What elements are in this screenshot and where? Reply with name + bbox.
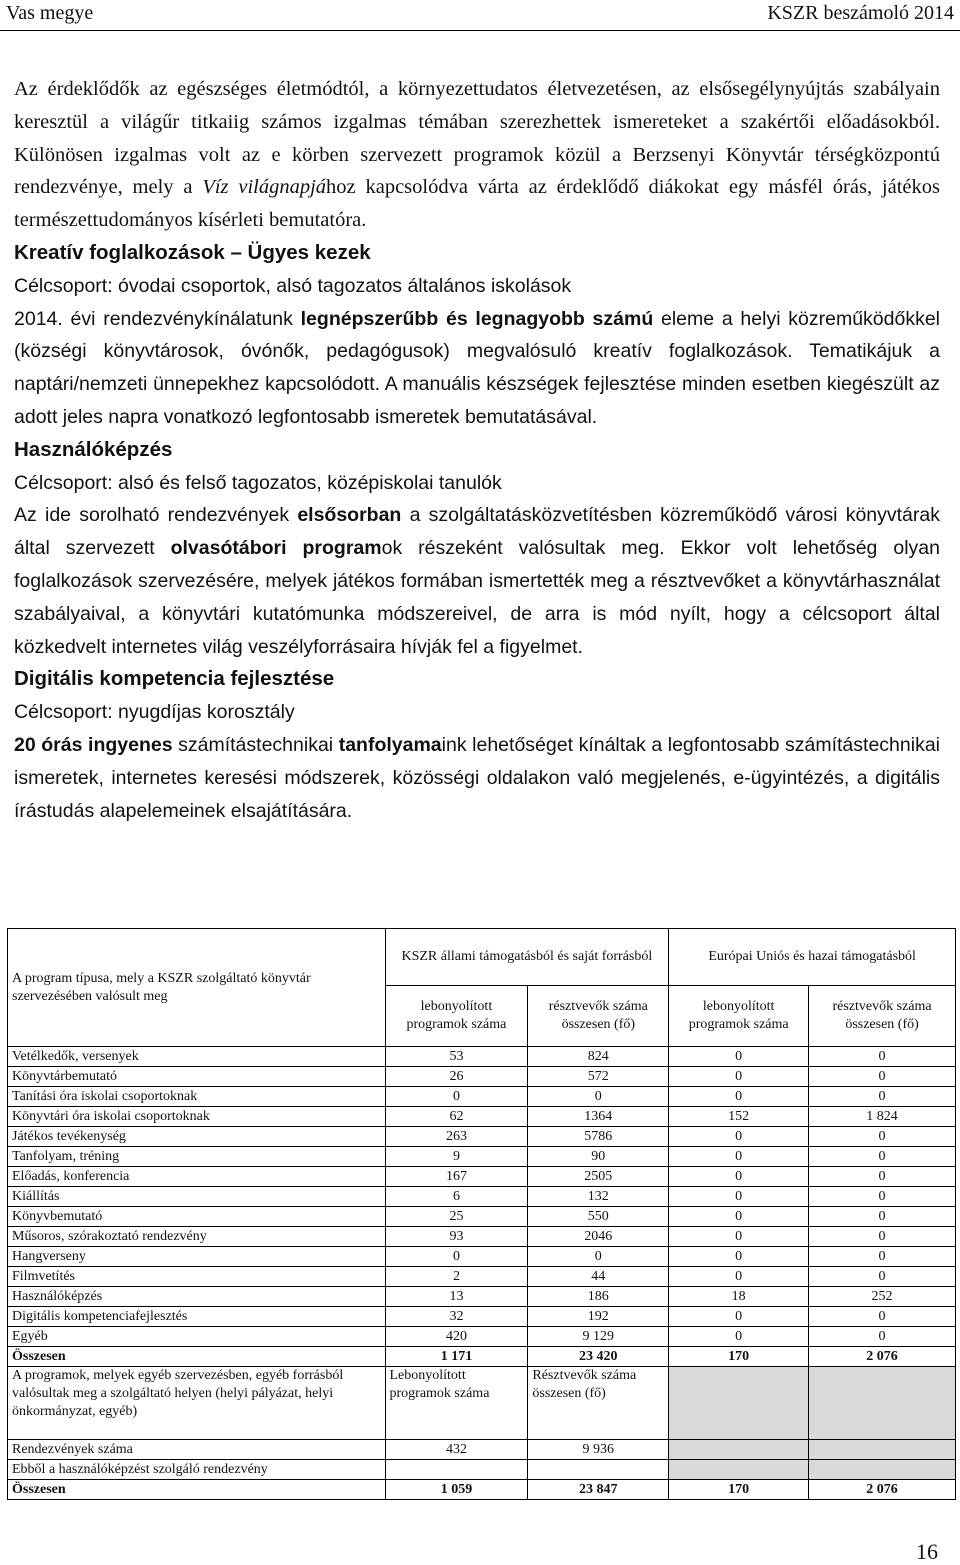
other-programs-count-header: Lebonyolított programok száma: [385, 1367, 528, 1440]
section-title-digital: Digitális kompetencia fejlesztése: [14, 667, 335, 691]
row-value: 0: [809, 1207, 956, 1227]
row-value: 0: [809, 1087, 956, 1107]
table-row: [8, 1187, 956, 1207]
row-value: 0: [385, 1247, 528, 1267]
other-participants-header: Résztvevők száma összesen (fő): [528, 1367, 669, 1440]
row-value: 186: [528, 1287, 669, 1307]
row-value: 0: [669, 1087, 809, 1107]
row-value: 0: [809, 1247, 956, 1267]
row-value: 0: [809, 1227, 956, 1247]
table-row: [8, 1287, 956, 1307]
row-value: 44: [528, 1267, 669, 1287]
section-text-creative: 2014. évi rendezvénykínálatunk legnépszerűbb és legnagyobb számú eleme a helyi közreműködőkkel (községi könyvtárosok, óvónők, pedagógusok) megvalósuló kreatív foglalkozások. Tematikájuk a naptári/nemzeti ünnepekhez kapcsolódott. A manuális készségek fejlesztése minden esetben kiegészült az adott jeles napra vonatkozó legfontosabb ismeretek bemutatásával.: [14, 307, 940, 428]
header-participants: résztvevők száma összesen (fő): [528, 986, 669, 1047]
header-report-title: KSZR beszámoló 2014: [767, 2, 954, 24]
row-value: 2: [385, 1267, 528, 1287]
table-total-row: Összesen 1 171 23 420 170 2 076: [8, 1347, 956, 1367]
table-row: [8, 1147, 956, 1167]
header-participants-eu: résztvevők száma összesen (fő): [809, 986, 956, 1047]
row-value: 0: [528, 1247, 669, 1267]
row-label: Filmvetítés: [8, 1267, 386, 1287]
table-header-row: [8, 929, 956, 986]
program-statistics-table: [7, 928, 956, 1500]
row-value: 152: [669, 1107, 809, 1127]
table-row: [8, 1227, 956, 1247]
row-label: Előadás, konferencia: [8, 1167, 386, 1187]
row-label: Használóképzés: [8, 1287, 386, 1307]
section-target-creative: Célcsoport: óvodai csoportok, alsó tagozatos általános iskolások: [14, 274, 572, 297]
row-value: 550: [528, 1207, 669, 1227]
row-value: 0: [669, 1227, 809, 1247]
table-row: [8, 1327, 956, 1347]
row-value: 420: [385, 1327, 528, 1347]
row-value: 93: [385, 1227, 528, 1247]
table-row: [8, 1307, 956, 1327]
section-text-digital: 20 órás ingyenes számítástechnikai tanfolyamaink lehetőséget kínáltak a legfontosabb számítástechnikai ismeretek, internetes keresési módszerek, közösségi oldalakon való megjelenés, e-ügyintézés, a digitális írástudás alapelemeinek elsajátítására.: [14, 733, 940, 822]
row-value: 0: [669, 1207, 809, 1227]
row-value: 18: [669, 1287, 809, 1307]
row-label: Könyvtárbemutató: [8, 1067, 386, 1087]
row-value: 824: [528, 1047, 669, 1067]
row-label: Egyéb: [8, 1327, 386, 1347]
row-value: 1 824: [809, 1107, 956, 1127]
section-title-user-training: Használóképzés: [14, 437, 173, 461]
table-events-row: Rendezvények száma 432 9 936: [8, 1440, 956, 1460]
header-program-type: A program típusa, mely a KSZR szolgáltató könyvtár szervezésében valósult meg: [8, 929, 386, 1047]
row-value: 252: [809, 1287, 956, 1307]
row-value: 32: [385, 1307, 528, 1327]
row-value: 9 129: [528, 1327, 669, 1347]
row-label: Könyvbemutató: [8, 1207, 386, 1227]
section-title-creative: Kreatív foglalkozások – Ügyes kezek: [14, 240, 371, 264]
row-value: 0: [809, 1267, 956, 1287]
row-value: 2046: [528, 1227, 669, 1247]
row-value: 0: [669, 1187, 809, 1207]
page-number: 16: [916, 1539, 938, 1564]
row-value: 0: [669, 1167, 809, 1187]
row-value: 192: [528, 1307, 669, 1327]
row-value: 6: [385, 1187, 528, 1207]
table-row: [8, 1047, 956, 1067]
section-text-user-training: Az ide sorolható rendezvények elsősorban a szolgáltatásközvetítésben közreműködő városi könyvtárak által szervezett olvasótábori programok részeként valósultak meg. Ekkor volt lehetőség olyan foglalkozások szervezésére, melyek játékos formában ismertették meg a résztvevőket a könyvtárhasználat szabályaival, a könyvtári kutatómunka módszereivel, de arra is mód nyílt, hogy a célcsoport által közkedvelt internetes világ veszélyforrásaira hívják fel a figyelmet.: [14, 504, 940, 658]
table-row: [8, 1067, 956, 1087]
row-label: Műsoros, szórakoztató rendezvény: [8, 1227, 386, 1247]
row-label: Kiállítás: [8, 1187, 386, 1207]
row-label: Hangverseny: [8, 1247, 386, 1267]
other-programs-label: A programok, melyek egyéb szervezésben, egyéb forrásból valósultak meg a szolgáltató helyen (helyi pályázat, helyi önkormányzat, egyéb): [8, 1367, 386, 1440]
row-value: 53: [385, 1047, 528, 1067]
row-label: Könyvtári óra iskolai csoportoknak: [8, 1107, 386, 1127]
row-value: 0: [809, 1307, 956, 1327]
row-value: 5786: [528, 1127, 669, 1147]
row-label: Tanítási óra iskolai csoportoknak: [8, 1087, 386, 1107]
row-value: 0: [809, 1067, 956, 1087]
row-value: 62: [385, 1107, 528, 1127]
row-value: 9: [385, 1147, 528, 1167]
page-header: [0, 0, 960, 32]
row-value: 0: [669, 1127, 809, 1147]
table-row: [8, 1087, 956, 1107]
row-label: Tanfolyam, tréning: [8, 1147, 386, 1167]
table-row: [8, 1167, 956, 1187]
row-value: 25: [385, 1207, 528, 1227]
row-value: 0: [809, 1167, 956, 1187]
row-value: 0: [809, 1127, 956, 1147]
header-eu-funding: Európai Uniós és hazai támogatásból: [669, 929, 956, 986]
table-row: [8, 1267, 956, 1287]
row-value: 0: [669, 1307, 809, 1327]
row-label: Vetélkedők, versenyek: [8, 1047, 386, 1067]
row-value: 572: [528, 1067, 669, 1087]
row-value: 90: [528, 1147, 669, 1167]
row-label: Digitális kompetenciafejlesztés: [8, 1307, 386, 1327]
row-value: 0: [528, 1087, 669, 1107]
row-value: 0: [669, 1147, 809, 1167]
row-value: 0: [809, 1147, 956, 1167]
row-value: 0: [809, 1187, 956, 1207]
row-value: 2505: [528, 1167, 669, 1187]
header-kszr-funding: KSZR állami támogatásból és saját forrásból: [385, 929, 669, 986]
document-body: [14, 73, 940, 827]
row-label: Játékos tevékenység: [8, 1127, 386, 1147]
table-row: [8, 1127, 956, 1147]
table-row: [8, 1207, 956, 1227]
section-target-digital: Célcsoport: nyugdíjas korosztály: [14, 701, 295, 724]
header-programs-count: lebonyolított programok száma: [385, 986, 528, 1047]
row-value: 13: [385, 1287, 528, 1307]
table-row: [8, 1247, 956, 1267]
row-value: 0: [809, 1047, 956, 1067]
row-value: 132: [528, 1187, 669, 1207]
header-county: Vas megye: [6, 2, 94, 24]
header-programs-count-eu: lebonyolított programok száma: [669, 986, 809, 1047]
row-value: 0: [669, 1327, 809, 1347]
row-value: 0: [669, 1047, 809, 1067]
row-value: 0: [669, 1247, 809, 1267]
row-value: 0: [385, 1087, 528, 1107]
row-value: 0: [809, 1327, 956, 1347]
table-grand-total-row: Összesen 1 059 23 847 170 2 076: [8, 1480, 956, 1500]
row-value: 26: [385, 1067, 528, 1087]
intro-paragraph: Az érdeklődők az egészséges életmódtól, a környezettudatos életvezetésen, az elsősegélynyújtás szabályain keresztül a világűr titkaiig számos izgalmas témában szerezhettek ismereteket a szakértői előadásokból. Különösen izgalmas volt az e körben szervezett programok közül a Berzsenyi Könyvtár térségközpontú rendezvénye, mely a Víz világnapjához kapcsolódva várta az érdeklődő diákokat egy másfél órás, játékos természettudományos kísérleti bemutatóra.: [14, 78, 940, 232]
header-rule: [0, 30, 960, 31]
table-other-header-row: [8, 1367, 956, 1440]
section-target-user-training: Célcsoport: alsó és felső tagozatos, középiskolai tanulók: [14, 471, 502, 494]
table-row: [8, 1107, 956, 1127]
row-value: 1364: [528, 1107, 669, 1127]
row-value: 0: [669, 1267, 809, 1287]
row-value: 167: [385, 1167, 528, 1187]
row-value: 263: [385, 1127, 528, 1147]
table-training-row: Ebből a használóképzést szolgáló rendezvény: [8, 1460, 956, 1480]
row-value: 0: [669, 1067, 809, 1087]
